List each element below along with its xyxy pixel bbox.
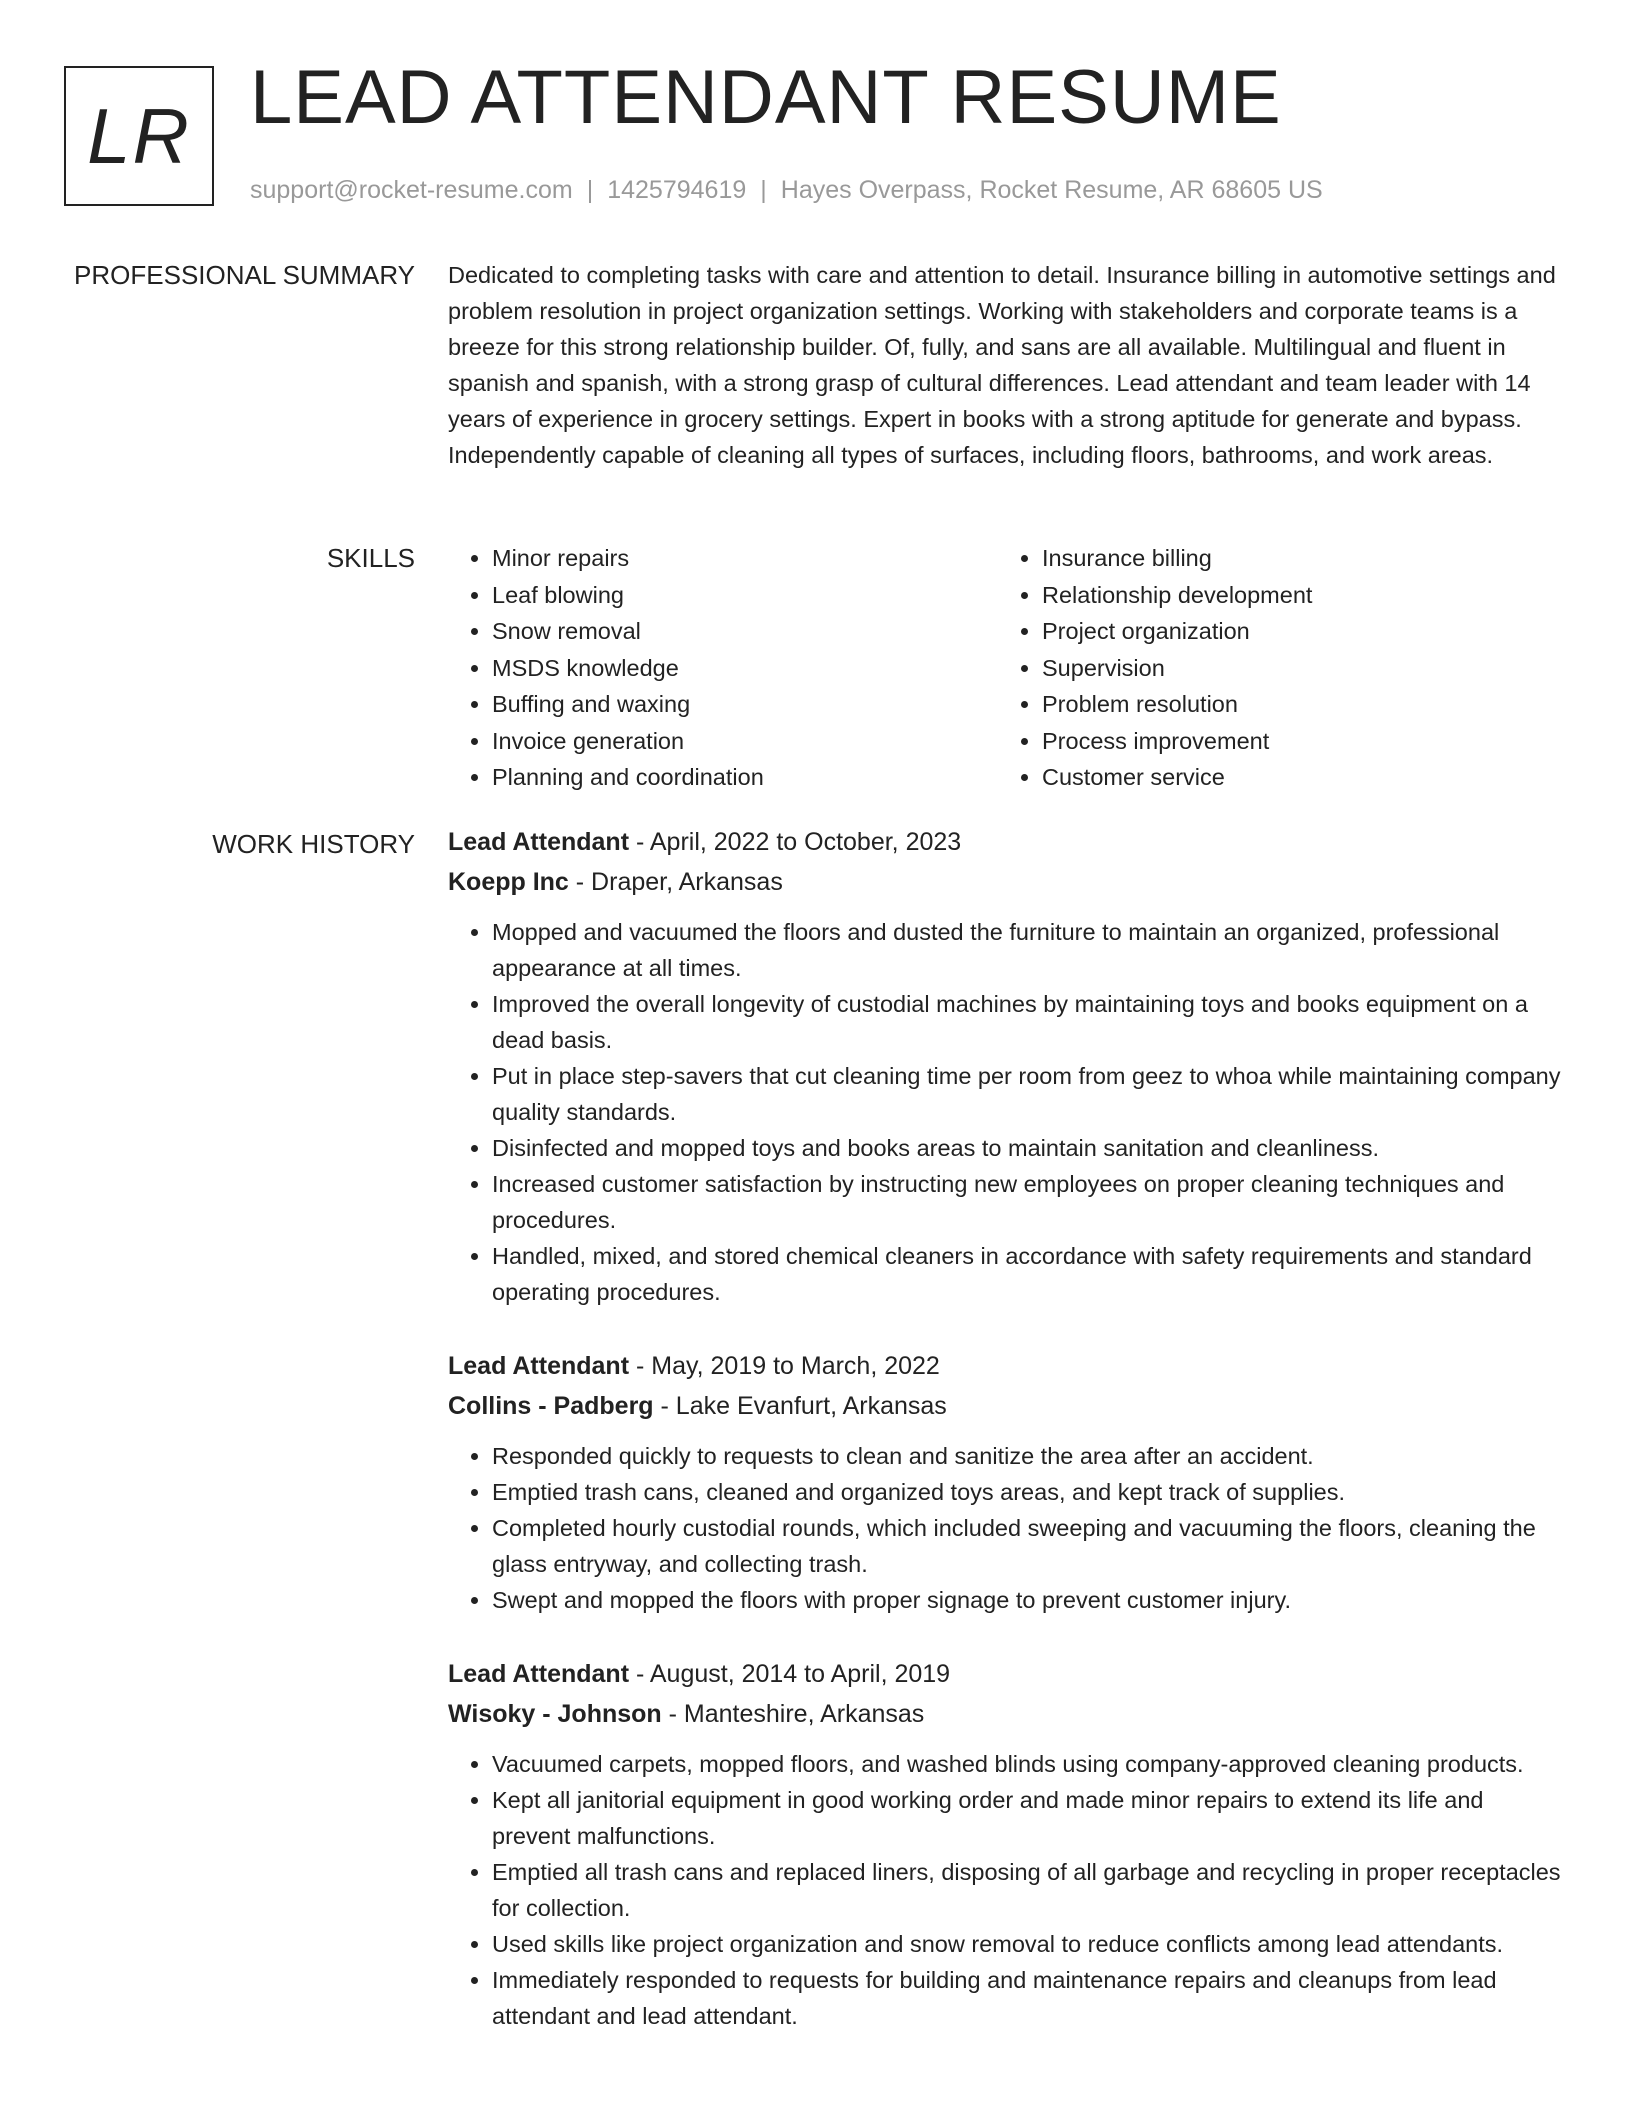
- job-bullet: • Swept and mopped the floors with proper signage to prevent customer injury.: [492, 1582, 1563, 1618]
- work-history-body: [448, 822, 1563, 2070]
- job-title: Lead Attendant: [448, 1660, 630, 1688]
- work-history-heading: WORK HISTORY: [212, 829, 415, 859]
- summary-heading: PROFESSIONAL SUMMARY: [74, 260, 415, 290]
- job-location: - Draper, Arkansas: [568, 868, 783, 896]
- job-dates: - April, 2022 to October, 2023: [629, 828, 962, 856]
- skill-item: • MSDS knowledge: [492, 650, 998, 687]
- job-location: - Manteshire, Arkansas: [661, 1700, 925, 1728]
- skill-item: • Snow removal: [492, 613, 998, 650]
- contact-separator: |: [586, 176, 594, 204]
- job-location: - Lake Evanfurt, Arkansas: [653, 1392, 947, 1420]
- job-bullet: • Vacuumed carpets, mopped floors, and washed blinds using company-approved cleaning products.: [492, 1746, 1563, 1782]
- job-company-line: [448, 862, 1563, 902]
- skill-item: • Process improvement: [1042, 723, 1548, 760]
- monogram-logo: LR: [64, 66, 214, 206]
- contact-phone: 1425794619: [607, 176, 747, 204]
- job-bullet: • Used skills like project organization and snow removal to reduce conflicts among lead attendants.: [492, 1926, 1563, 1962]
- job-bullet: • Improved the overall longevity of custodial machines by maintaining toys and books equipment on a dead basis.: [492, 986, 1563, 1058]
- contact-separator: |: [760, 176, 767, 204]
- resume-title: LEAD ATTENDANT RESUME: [250, 55, 1282, 140]
- summary-text: Dedicated to completing tasks with care and attention to detail. Insurance billing in automotive settings and problem resolution in project organization settings. Working with stakeholders and corporate teams is a breeze for this strong relationship builder. Of, fully, and sans are all available. Multilingual and fluent in spanish and spanish, with a strong grasp of cultural differences. Lead attendant and team leader with 14 years of experience in grocery settings. Expert in books with a strong aptitude for generate and bypass. Independently capable of cleaning all types of surfaces, including floors, bathrooms, and work areas.: [448, 262, 1556, 468]
- summary-body: [448, 257, 1563, 473]
- contact-line: [250, 174, 1323, 206]
- job-bullets: [448, 1746, 1563, 2034]
- skills-list-right: [998, 540, 1548, 796]
- skill-item: • Customer service: [1042, 759, 1548, 796]
- job-bullet: • Handled, mixed, and stored chemical cleaners in accordance with safety requirements and standard operating procedures.: [492, 1238, 1563, 1310]
- job-bullet: • Increased customer satisfaction by instructing new employees on proper cleaning techniques and procedures.: [492, 1166, 1563, 1238]
- job-company-line: [448, 1386, 1563, 1426]
- job-title-line: [448, 1654, 1563, 1694]
- job-bullet: • Emptied all trash cans and replaced liners, disposing of all garbage and recycling in proper receptacles for collection.: [492, 1854, 1563, 1926]
- skill-item: • Planning and coordination: [492, 759, 998, 796]
- job-bullet: • Completed hourly custodial rounds, which included sweeping and vacuuming the floors, cleaning the glass entryway, and collecting trash.: [492, 1510, 1563, 1582]
- skill-item: • Relationship development: [1042, 577, 1548, 614]
- job-title-line: [448, 822, 1563, 862]
- job-title: Lead Attendant: [448, 1352, 630, 1380]
- skill-item: • Leaf blowing: [492, 577, 998, 614]
- job-bullets: [448, 1438, 1563, 1618]
- job-bullet: • Mopped and vacuumed the floors and dusted the furniture to maintain an organized, professional appearance at all times.: [492, 914, 1563, 986]
- job-dates: - August, 2014 to April, 2019: [629, 1660, 951, 1688]
- skills-body: [448, 540, 1563, 796]
- job-dates: - May, 2019 to March, 2022: [629, 1352, 940, 1380]
- job-bullets: [448, 914, 1563, 1310]
- skill-item: • Buffing and waxing: [492, 686, 998, 723]
- job-entry: [448, 1654, 1563, 2034]
- skill-item: • Invoice generation: [492, 723, 998, 760]
- skill-item: • Supervision: [1042, 650, 1548, 687]
- job-bullet: • Emptied trash cans, cleaned and organized toys areas, and kept track of supplies.: [492, 1474, 1563, 1510]
- contact-address: Hayes Overpass, Rocket Resume, AR 68605 US: [780, 176, 1323, 204]
- job-entry: [448, 822, 1563, 1310]
- job-bullet: • Disinfected and mopped toys and books areas to maintain sanitation and cleanliness.: [492, 1130, 1563, 1166]
- job-company: Koepp Inc: [448, 868, 569, 896]
- job-company: Wisoky - Johnson: [448, 1700, 662, 1728]
- skills-list-left: [448, 540, 998, 796]
- job-company: Collins - Padberg: [448, 1392, 654, 1420]
- skill-item: • Insurance billing: [1042, 540, 1548, 577]
- job-title: Lead Attendant: [448, 828, 630, 856]
- job-bullet: • Immediately responded to requests for building and maintenance repairs and cleanups from lead attendant and lead attendant.: [492, 1962, 1563, 2034]
- contact-email: support@rocket-resume.com: [250, 176, 573, 204]
- job-company-line: [448, 1694, 1563, 1734]
- job-bullet: • Responded quickly to requests to clean and sanitize the area after an accident.: [492, 1438, 1563, 1474]
- skill-item: • Project organization: [1042, 613, 1548, 650]
- job-bullet: • Kept all janitorial equipment in good working order and made minor repairs to extend its life and prevent malfunctions.: [492, 1782, 1563, 1854]
- skill-item: • Minor repairs: [492, 540, 998, 577]
- job-title-line: [448, 1346, 1563, 1386]
- job-bullet: • Put in place step-savers that cut cleaning time per room from geez to whoa while maintaining company quality standards.: [492, 1058, 1563, 1130]
- skill-item: • Problem resolution: [1042, 686, 1548, 723]
- skills-heading: SKILLS: [326, 543, 415, 573]
- job-entry: [448, 1346, 1563, 1618]
